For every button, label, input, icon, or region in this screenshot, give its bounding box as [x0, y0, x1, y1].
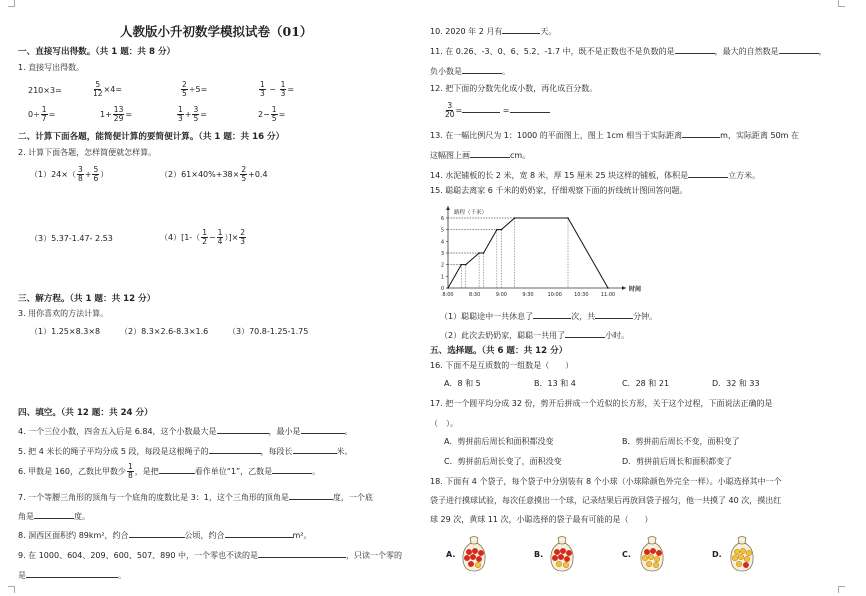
question-1: 1. 直接写出得数。 [18, 63, 85, 72]
data-point [483, 252, 485, 254]
data-point [607, 287, 609, 289]
question-15-1: （1）聪聪途中一共休息了 次，共 分钟。 [440, 309, 657, 322]
expr-1: （1）24×（ $\frac{3}{8}$ + $\frac{5}{6}$ ） [30, 165, 109, 183]
q16-option-b[interactable]: B．13 和 4 [534, 379, 576, 388]
question-9: 9. 在 1000、604、209、600、507、890 中，一个零也不读的是 ，只读一个零的 [18, 548, 402, 561]
ball [563, 562, 569, 568]
y-tick-label: 1 [440, 274, 444, 281]
ball [744, 556, 750, 562]
question-11-cont: 负小数是 。 [430, 64, 510, 77]
q17-option-b[interactable]: B．剪拼前后周长不变，面积变了 [622, 437, 740, 446]
ball [738, 554, 744, 560]
ball [650, 548, 656, 554]
y-axis-label: 路程（千米） [454, 210, 488, 216]
question-16: 16. 下面不是互质数的一组数是（ ） [430, 361, 574, 370]
ball [648, 554, 654, 560]
x-tick-label: 8:00 [442, 292, 454, 298]
y-tick-label: 4 [440, 239, 444, 246]
question-17: 17. 把一个圆平均分成 32 份，剪开后拼成一个近似的长方形，关于这个过程，下面说法正确的是 [430, 399, 773, 408]
ball-bag-b-icon[interactable] [546, 534, 578, 574]
data-point [567, 217, 569, 219]
corner-mark [838, 586, 845, 593]
y-tick-label: 2 [440, 262, 444, 269]
corner-mark [8, 0, 15, 7]
x-tick-label: 10:30 [574, 292, 589, 298]
expr-2: （2）61×40%+38× $\frac{2}{5}$ +0.4 [160, 165, 268, 183]
calc-item: 210×3= [28, 86, 62, 95]
data-point [461, 264, 463, 266]
calc-item: $\frac{2}{5}$ ÷5= [182, 80, 208, 98]
equation-1: （1）1.25×8.3×8 [30, 327, 101, 336]
q18-option-b[interactable]: B. [534, 550, 544, 559]
calc-item: 0÷ $\frac{1}{7}$ = [28, 105, 56, 123]
ball [472, 548, 478, 554]
distance-time-chart [430, 200, 650, 300]
q17-option-c[interactable]: C．剪拼前后周长变了，面积没变 [444, 457, 562, 466]
data-point [514, 217, 516, 219]
section-1-heading: 一、直接写出得数。（共 1 题：共 8 分） [18, 47, 176, 57]
q16-option-c[interactable]: C．28 和 21 [622, 379, 670, 388]
corner-mark [8, 586, 15, 593]
ball [746, 550, 752, 556]
question-7: 7. 一个等腰三角形的顶角与一个底角的度数比是 3：1，这个三角形的顶角是 度，一个底 [18, 490, 373, 503]
equation-2: （2）8.3×2.6-8.3×1.6 [120, 327, 209, 336]
data-point [501, 229, 503, 231]
section-5-heading: 五、选择题。（共 6 题：共 12 分） [430, 346, 568, 356]
y-tick-label: 0 [440, 286, 444, 292]
question-17-cont: （ ）。 [430, 419, 458, 428]
q17-option-a[interactable]: A．剪拼前后周长和面积都没变 [444, 437, 554, 446]
ball-bag-a-icon[interactable] [458, 534, 490, 574]
q17-option-d[interactable]: D．剪拼前后周长和面积都变了 [622, 457, 733, 466]
ball [554, 549, 560, 555]
ball [654, 556, 660, 562]
ball [653, 562, 659, 568]
q18-option-a[interactable]: A. [446, 550, 456, 559]
ball [736, 561, 742, 567]
data-point [447, 287, 449, 289]
calc-item: $\frac{5}{12}$ ×4= [93, 80, 123, 98]
q16-option-a[interactable]: A．8 和 5 [444, 379, 481, 388]
expr-3: （3）5.37-1.47- 2.53 [30, 234, 113, 243]
ball [642, 555, 648, 561]
ball [475, 562, 481, 568]
ball [656, 550, 662, 556]
ball-bag-d-icon[interactable] [726, 534, 758, 574]
section-3-heading: 三、解方程。（共 1 题：共 12 分） [18, 294, 156, 304]
x-tick-label: 8:30 [469, 292, 481, 298]
question-15-2: （2）此次去奶奶家，聪聪一共用了 小时。 [440, 328, 629, 341]
question-12-fraction: $\frac{3}{20}$ = = [444, 102, 550, 119]
ball [476, 556, 482, 562]
question-13-cont: 这幅图上画 cm。 [430, 148, 530, 161]
question-14: 14. 水泥铺板的长 2 米，宽 8 米，厚 15 厘米 25 块这样的铺板，体积是 立方米。 [430, 168, 760, 181]
equation-3: （3）70.8-1.25-1.75 [228, 327, 309, 336]
calc-item: 1+ $\frac{13}{29}$ = [100, 105, 133, 123]
calc-item: $\frac{1}{3}$ − $\frac{1}{3}$ = [260, 80, 295, 98]
question-12: 12. 把下面的分数先化成小数，再化成百分数。 [430, 84, 598, 93]
ball [646, 561, 652, 567]
section-4-heading: 四、填空。（共 12 题：共 24 分） [18, 408, 153, 418]
ball [558, 554, 564, 560]
question-9-cont: 是 。 [18, 568, 126, 581]
q18-option-c[interactable]: C. [622, 550, 631, 559]
question-10: 10. 2020 年 2 月有 天。 [430, 24, 556, 37]
page-title: 人教版小升初数学模拟试卷（01） [120, 24, 313, 39]
section-2-heading: 二、计算下面各题，能简便计算的要简便计算。（共 1 题：共 16 分） [18, 132, 285, 142]
ball [478, 550, 484, 556]
q16-option-d[interactable]: D．32 和 33 [712, 379, 760, 388]
question-5: 5. 把 4 米长的绳子平均分成 5 段，每段是这根绳子的 ，每段长 米。 [18, 444, 353, 457]
ball [644, 549, 650, 555]
ball [466, 549, 472, 555]
calc-item: 2− $\frac{1}{5}$ = [258, 105, 286, 123]
question-11: 11. 在 0.26、-3、0、6、5.2、-1.7 中，既不是正数也不是负数的是 ，最大的自然数是 ， [430, 44, 827, 57]
ball [566, 550, 572, 556]
ball [564, 556, 570, 562]
y-tick-label: 6 [440, 216, 444, 222]
x-tick-label: 9:00 [495, 292, 507, 298]
question-18: 18. 下面有 4 个袋子，每个袋子中分别装有 8 个小球（小球除颜色外完全一样）。小聪选择其中一个 [430, 477, 782, 486]
question-2: 2. 计算下面各题，怎样简便就怎样算。 [18, 148, 157, 157]
ball [740, 548, 746, 554]
data-point [465, 264, 467, 266]
question-3: 3. 用你喜欢的方法计算。 [18, 309, 109, 318]
ball [468, 561, 474, 567]
ball [734, 549, 740, 555]
ball [464, 555, 470, 561]
y-tick-label: 5 [440, 227, 444, 234]
calc-item: $\frac{1}{3}$ + $\frac{3}{5}$ = [178, 105, 207, 123]
data-point [496, 229, 498, 231]
y-axis-arrow [446, 206, 450, 210]
ball [470, 554, 476, 560]
question-18-cont: 袋子进行摸球试验，每次任意摸出一个球，记录结果后再放回袋子摇匀，他一共摸了 40 次，摸出红 [430, 496, 782, 505]
question-7-cont: 角是 度。 [18, 509, 90, 522]
question-8: 8. 洞西区面积约 89km²，约合 公顷，约合 m²。 [18, 528, 312, 541]
series-line [448, 218, 608, 288]
ball [732, 555, 738, 561]
x-axis-arrow [622, 286, 626, 290]
question-18-cont2: 球 29 次，黄球 11 次，小聪选择的袋子最有可能的是（ ） [430, 515, 653, 524]
question-4: 4. 一个三位小数，四舍五入后是 6.84，这个小数最大是 ，最小是 。 [18, 424, 353, 437]
ball [743, 562, 749, 568]
x-tick-label: 9:30 [522, 292, 534, 298]
x-axis-label: 时间 [629, 286, 642, 293]
question-6: 6. 甲数是 160，乙数比甲数少 $\frac{1}{8}$ ，是把 看作单位“1”，乙数是 。 [18, 462, 321, 480]
y-tick-label: 3 [440, 251, 444, 257]
ball-bag-c-icon[interactable] [636, 534, 668, 574]
corner-mark [838, 0, 845, 7]
expr-4: （4）[1-（ $\frac{1}{2}$ − $\frac{1}{4}$ ）]× $\frac{2}{3}$ [160, 228, 246, 246]
ball [560, 548, 566, 554]
data-point [478, 252, 480, 254]
question-13: 13. 在一幅比例尺为 1：1000 的平面图上，图上 1cm 相当于实际距离 m，实际距离 50m 在 [430, 128, 799, 141]
ball [552, 555, 558, 561]
x-tick-label: 10:00 [547, 292, 562, 298]
q18-option-d[interactable]: D. [712, 550, 722, 559]
question-15: 15. 聪聪去离家 6 千米的奶奶家，仔细观察下面的折线统计图回答问题。 [430, 186, 688, 195]
x-tick-label: 11:00 [600, 292, 616, 298]
ball [556, 561, 562, 567]
